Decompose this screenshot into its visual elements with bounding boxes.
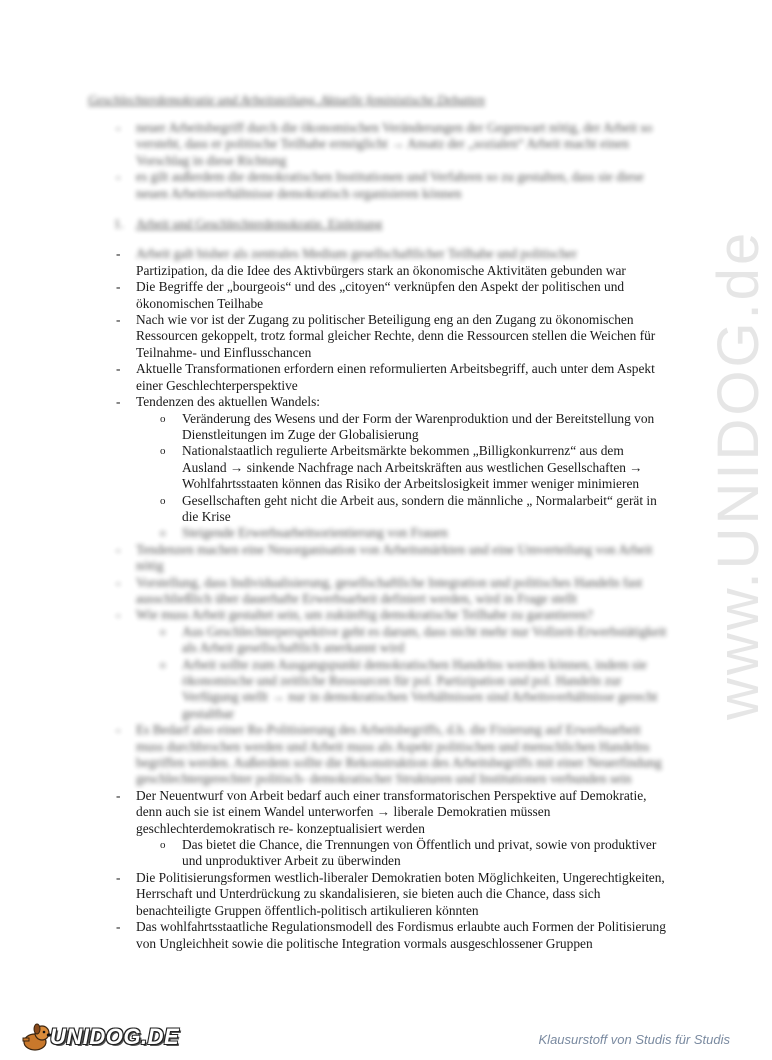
list-item: - Die Politisierungsformen westlich-liberaler Demokratien boten Möglichkeiten, Ungerechtigkeiten, Herrschaft und Unterdrückung zu skandalisieren, sie bieten auch die Chance, dass sich benachteiligte Gruppen öffentlich-politisch artikulieren könnten [112, 870, 667, 919]
sub-list-item: o Arbeit sollte zum Ausgangspunkt demokratischen Handelns werden können, indem sie ökonomische und zeitliche Ressourcen für pol. Partizipation und pol. Handeln zur Verfügung stellt → nur in demokratischen Verhältnissen sind Arbeitsverhältnisse gerecht gestaltbar [158, 657, 667, 723]
sub-list-item: o Das bietet die Chance, die Trennungen von Öffentlich und privat, sowie von produktiver und unproduktiver Arbeit zu überwinden [158, 837, 667, 870]
question-text: Wie muss Arbeit gestaltet sein, um zukünftig demokratische Teilhabe zu garantieren? [136, 607, 593, 623]
sub-list-item: o Veränderung des Wesens und der Form der Warenproduktion und der Bereitstellung von Dienstleitungen im Zuge der Globalisierung [158, 411, 667, 444]
footer-tagline: Klausurstoff von Studis für Studis [538, 1032, 730, 1047]
sub-list-item: o Gesellschaften geht nicht die Arbeit aus, sondern die männliche „ Normalarbeit“ gerät in die Krise [158, 493, 667, 526]
list-item [112, 246, 667, 279]
list-item: - Die Begriffe der „bourgeois“ und des „citoyen“ verknüpfen den Aspekt der politischen und ökonomischen Teilhabe [112, 279, 667, 312]
sub-list-item: o Aus Geschlechterperspektive geht es darum, dass nicht mehr nur Vollzeit-Erwerbstätigkeit als Arbeit gesellschaftlich anerkannt wird [158, 624, 667, 657]
list-item: - Es Bedarf also einer Re-Politisierung des Arbeitsbegriffs, d.h. die Fixierung auf Erwerbsarbeit muss durchbrochen werden und Arbeit muss als Aspekt politischen und menschlichen Handelns begriffen werden. Außerdem sollte die Rekonstruktion des Arbeitsbegriffs mit einer Neuerfindung geschlechtergerechter politisch- demokratischer Strukturen und Institutionen verbunden sein [112, 722, 667, 788]
sub-list-item: o Nationalstaatlich regulierte Arbeitsmärkte bekommen „Billigkonkurrenz“ aus dem Ausland → sinkende Nachfrage nach Arbeitskräften aus westlichen Gesellschaften → Wohlfahrtsstaaten können das Risiko der Arbeitslosigkeit immer weniger minimieren [158, 443, 667, 492]
watermark-text: www.UNIDOG.de [706, 229, 771, 720]
blurred-bullet-list [112, 542, 667, 788]
list-item: - Aktuelle Transformationen erfordern einen reformulierten Arbeitsbegriff, auch unter dem Aspekt einer Geschlechterperspektive [112, 361, 667, 394]
intro-section-blurred [112, 120, 667, 232]
list-item [112, 788, 667, 870]
list-item: - Vorstellung, dass Individualisierung, gesellschaftliche Integration und politisches Handeln fast ausschließlich über dauerhafte Erwerbsarbeit definiert werden, wird in Frage stellt [112, 575, 667, 608]
list-item [112, 394, 667, 542]
list-item: - Tendenzen machen eine Neuorganisation von Arbeitsmärkten und eine Umverteilung von Arbeit nötig [112, 542, 667, 575]
section-heading [112, 216, 667, 232]
list-item: - Das wohlfahrtsstaatliche Regulationsmodell des Fordismus erlaubte auch Formen der Politisierung von Ungleichheit sowie die politische Integration vormals ausgeschlossener Gruppen [112, 919, 667, 952]
closing-bullet-list [112, 788, 667, 952]
tendencies-sub-list [136, 411, 667, 542]
list-item: - es gilt außerdem die demokratischen Institutionen und Verfahren so zu gestalten, dass sie diese neuen Arbeitsverhältnisse demokratisch organisieren können [112, 169, 667, 202]
bullet-first-continuation: Partizipation, da die Idee des Aktivbürgers stark an ökonomische Aktivitäten gebunden war [136, 262, 626, 278]
logo-text: UNIDOG.DE [50, 1024, 180, 1049]
section-heading-text: Arbeit und Geschlechterdemokratie. Einleitung [136, 216, 383, 232]
main-bullet-list [112, 246, 667, 541]
list-item: - Nach wie vor ist der Zugang zu politischer Beteiligung eng an den Zugang zu ökonomischen Ressourcen gekoppelt, trotz formal gleicher Rechte, denn die Ressourcen stellen die Weichen für Teilnahme- und Einflusschancen [112, 312, 667, 361]
bullet-text: Der Neuentwurf von Arbeit bedarf auch einer transformatorischen Perspektive auf Demokratie, denn auch sie ist einem Wandel unterworfen → liberale Demokratien müssen geschlechterdemokratisch re- konzeptualisiert werden [136, 787, 647, 836]
list-item [112, 607, 667, 722]
tendencies-label: Tendenzen des aktuellen Wandels: [136, 394, 321, 410]
intro-bullet-list [112, 120, 667, 202]
document-title: Geschlechterdemokratie und Arbeitsteilung. Aktuelle feministische Debatten [88, 92, 485, 107]
dog-mascot-icon [20, 1022, 54, 1052]
unidog-logo[interactable] [20, 1022, 179, 1052]
blurred-sub-list [136, 624, 667, 722]
bullet-first-line-blurred: - Arbeit galt bisher als zentrales Medium gesellschaftlicher Teilhabe und politischer [136, 246, 577, 262]
closing-sub-list [136, 837, 667, 870]
list-item: - neuer Arbeitsbegriff durch die ökonomischen Veränderungen der Gegenwart nötig, der Arbeit so versteht, dass er politische Teilhabe ermöglicht → Ansatz der „sozialen“ Arbeit macht einen Vorschlag in diese Richtung [112, 120, 667, 169]
document-body [112, 120, 667, 952]
section-number: 1. [114, 216, 124, 232]
sub-list-item: o Steigende Erwerbsarbeitsorientierung von Frauen [158, 525, 667, 541]
blurred-section [112, 542, 667, 788]
